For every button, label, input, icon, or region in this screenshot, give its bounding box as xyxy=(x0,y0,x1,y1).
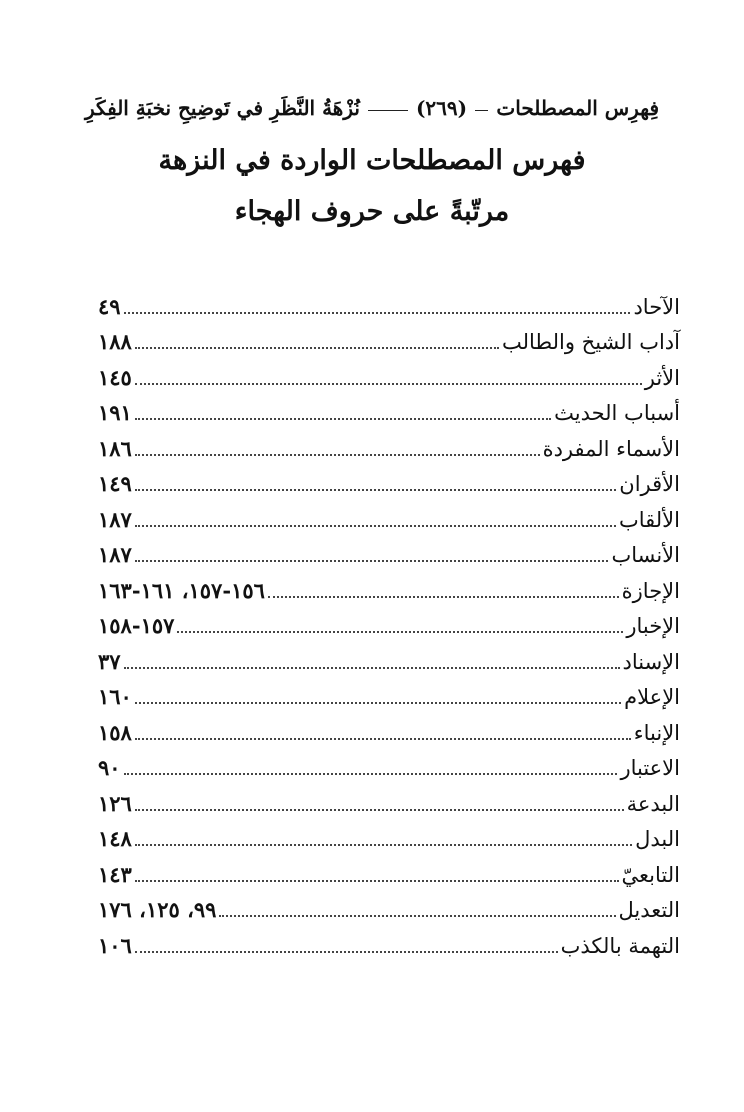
index-entry xyxy=(98,818,680,854)
entry-term: الإنباء xyxy=(633,720,680,745)
entry-pages: ١٠٦ xyxy=(98,932,132,958)
entry-term: الاعتبار xyxy=(620,756,680,780)
entry-pages: ١٨٧ xyxy=(98,506,132,532)
index-entry xyxy=(98,747,680,783)
header-section-title: فِهرِس المصطلحات xyxy=(496,96,659,120)
index-entry xyxy=(98,427,680,463)
entry-term: الإسناد xyxy=(622,649,680,674)
header-book-title: نُزْهَةُ النَّظَرِ في تَوضِيحِ نخبَةِ الفِكَرِ xyxy=(85,96,360,120)
entry-pages: ١٩١ xyxy=(98,400,132,425)
index-entry xyxy=(98,356,680,392)
index-entry xyxy=(98,498,680,534)
entry-pages: ١٤٥ xyxy=(98,364,132,390)
dot-leader xyxy=(124,312,631,314)
dot-leader xyxy=(124,773,618,775)
dot-leader xyxy=(268,596,619,598)
dot-leader xyxy=(177,631,623,633)
entry-term: الأنساب xyxy=(611,543,680,567)
entry-term: الأقران xyxy=(619,472,680,496)
header-page-number: (٢٦٩) xyxy=(415,96,468,120)
header-rule xyxy=(475,110,488,111)
entry-pages: ٣٧ xyxy=(98,648,121,674)
entry-term: الأسماء المفردة xyxy=(542,436,680,461)
entry-term: الأثر xyxy=(644,365,680,390)
dot-leader xyxy=(135,738,631,740)
dot-leader xyxy=(135,418,551,420)
dot-leader xyxy=(135,347,499,349)
entry-term: الألقاب xyxy=(618,507,680,532)
entry-pages: ١٤٣ xyxy=(98,861,132,887)
index-entry xyxy=(98,463,680,499)
entry-term: الإجازة xyxy=(621,578,680,603)
entry-pages: ١٥٧-١٥٨ xyxy=(98,613,175,638)
dot-leader xyxy=(135,560,609,562)
entry-term: التهمة بالكذب xyxy=(560,933,680,958)
entry-pages: ١٦٠ xyxy=(98,684,132,709)
index-entry xyxy=(98,534,680,570)
index-entry xyxy=(98,889,680,925)
index-entry xyxy=(98,676,680,712)
entry-term: البدعة xyxy=(626,791,680,816)
entry-pages: ١٤٨ xyxy=(98,826,132,851)
index-entry xyxy=(98,711,680,747)
index-entry xyxy=(98,605,680,641)
dot-leader xyxy=(135,525,616,527)
entry-term: الإخبار xyxy=(626,614,680,638)
index-list xyxy=(98,285,680,960)
dot-leader xyxy=(219,915,615,917)
entry-term: الآحاد xyxy=(633,294,680,319)
running-header xyxy=(85,80,659,120)
dot-leader xyxy=(135,702,621,704)
dot-leader xyxy=(135,809,624,811)
index-entry xyxy=(98,924,680,960)
entry-pages: ١٥٦-١٥٧، ١٦١-١٦٣ xyxy=(98,577,265,603)
entry-term: البدل xyxy=(635,827,680,851)
dot-leader xyxy=(135,951,558,953)
index-entry xyxy=(98,853,680,889)
dot-leader xyxy=(124,667,620,669)
dot-leader xyxy=(135,489,616,491)
index-entry xyxy=(98,392,680,428)
dot-leader xyxy=(135,844,632,846)
entry-pages: ١٢٦ xyxy=(98,790,132,816)
entry-term: التابعيّ xyxy=(621,862,680,887)
dot-leader xyxy=(135,454,540,456)
index-entry xyxy=(98,321,680,357)
index-title: فهرس المصطلحات الواردة في النزهة xyxy=(158,145,586,176)
entry-pages: ٩٩، ١٢٥، ١٧٦ xyxy=(98,897,217,922)
dot-leader xyxy=(135,383,642,385)
entry-term: أسباب الحديث xyxy=(554,401,680,425)
entry-pages: ١٥٨ xyxy=(98,719,132,745)
entry-term: الإعلام xyxy=(624,685,680,709)
entry-pages: ١٤٩ xyxy=(98,471,132,496)
entry-pages: ٩٠ xyxy=(98,755,121,780)
entry-term: آداب الشيخ والطالب xyxy=(501,330,680,354)
entry-pages: ١٨٨ xyxy=(98,329,132,354)
index-subtitle: مرتّبةً على حروف الهجاء xyxy=(234,196,510,227)
index-entry xyxy=(98,782,680,818)
index-entry xyxy=(98,569,680,605)
header-rule xyxy=(368,110,408,111)
entry-pages: ١٨٧ xyxy=(98,542,132,567)
entry-term: التعديل xyxy=(618,898,680,922)
index-entry xyxy=(98,640,680,676)
entry-pages: ٤٩ xyxy=(98,293,121,319)
dot-leader xyxy=(135,880,619,882)
entry-pages: ١٨٦ xyxy=(98,435,132,461)
index-entry xyxy=(98,285,680,321)
